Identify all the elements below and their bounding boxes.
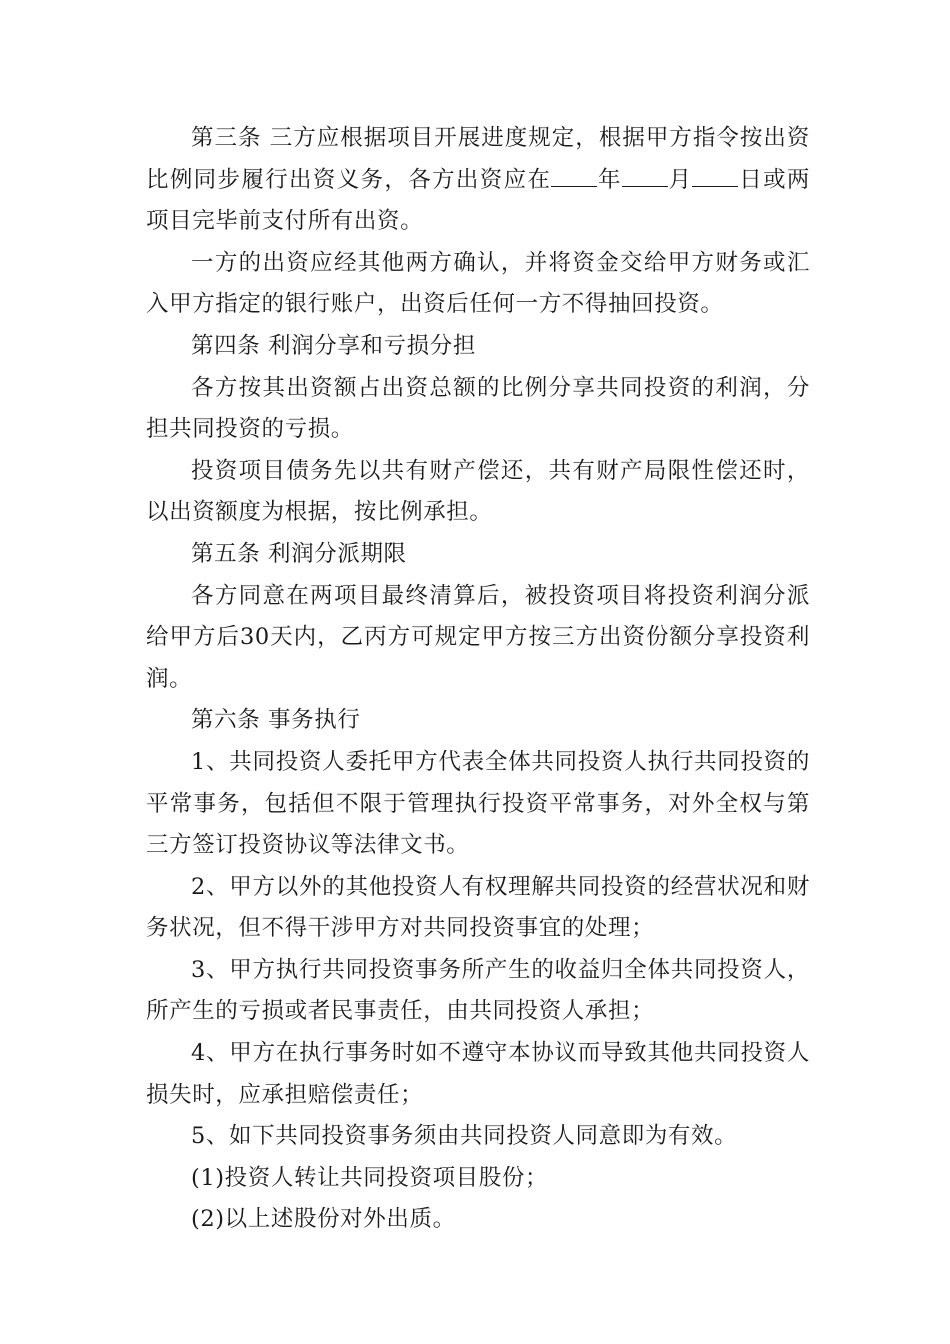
article4-heading: 第四条 利润分享和亏损分担 <box>191 332 476 359</box>
article3-paragraph <box>146 118 810 243</box>
article6-item-3: 3、甲方执行共同投资事务所产生的收益归全体共同投资人，所产生的亏损或者民事责任，由共同投资人承担； <box>146 956 810 1025</box>
article6-heading: 第六条 事务执行 <box>191 707 361 734</box>
article6-item-4: 4、甲方在执行事务时如不遵守本协议而导致其他共同投资人损失时，应承担赔偿责任； <box>146 1040 810 1108</box>
article6-subitem-1: (1)投资人转让共同投资项目股份； <box>191 1164 549 1191</box>
document-page <box>146 118 810 1241</box>
article4-paragraph-1: 各方按其出资额占出资总额的比例分享共同投资的利润，分担共同投资的亏损。 <box>146 374 810 443</box>
article6-item-2: 2、甲方以外的其他投资人有权理解共同投资的经营状况和财务状况，但不得干涉甲方对共同投资事宜的处理； <box>146 873 810 942</box>
article3-text-a: 三方应根据项目开展进度规定，根据甲方指令按出资比例同步履行出资义务，各方出资应在 <box>146 125 810 193</box>
article6-subitem-2: (2)以上述股份对外出质。 <box>191 1206 456 1233</box>
article3-heading: 第三条 <box>191 125 262 151</box>
month-blank <box>622 166 668 187</box>
article3-text-b: 日或两项目完毕前支付所有出资。 <box>146 166 811 235</box>
article6-item-1: 1、共同投资人委托甲方代表全体共同投资人执行共同投资的平常事务，包括但不限于管理执行投资平常事务，对外全权与第三方签订投资协议等法律文书。 <box>146 748 810 859</box>
article4-paragraph-2: 投资项目债务先以共有财产偿还，共有财产局限性偿还时，以出资额度为根据，按比例承担。 <box>146 457 810 526</box>
day-blank <box>692 166 738 187</box>
article3-paragraph-2: 一方的出资应经其他两方确认，并将资金交给甲方财务或汇入甲方指定的银行账户，出资后任何一方不得抽回投资。 <box>146 249 810 318</box>
month-label: 月 <box>667 166 693 193</box>
article5-heading: 第五条 利润分派期限 <box>191 540 407 567</box>
article6-item-5: 5、如下共同投资事务须由共同投资人同意即为有效。 <box>191 1123 738 1150</box>
year-blank <box>551 166 597 187</box>
article5-paragraph-1: 各方同意在两项目最终清算后，被投资项目将投资利润分派给甲方后30天内，乙丙方可规定甲方按三方出资份额分享投资利润。 <box>146 582 810 692</box>
year-label: 年 <box>597 166 622 193</box>
